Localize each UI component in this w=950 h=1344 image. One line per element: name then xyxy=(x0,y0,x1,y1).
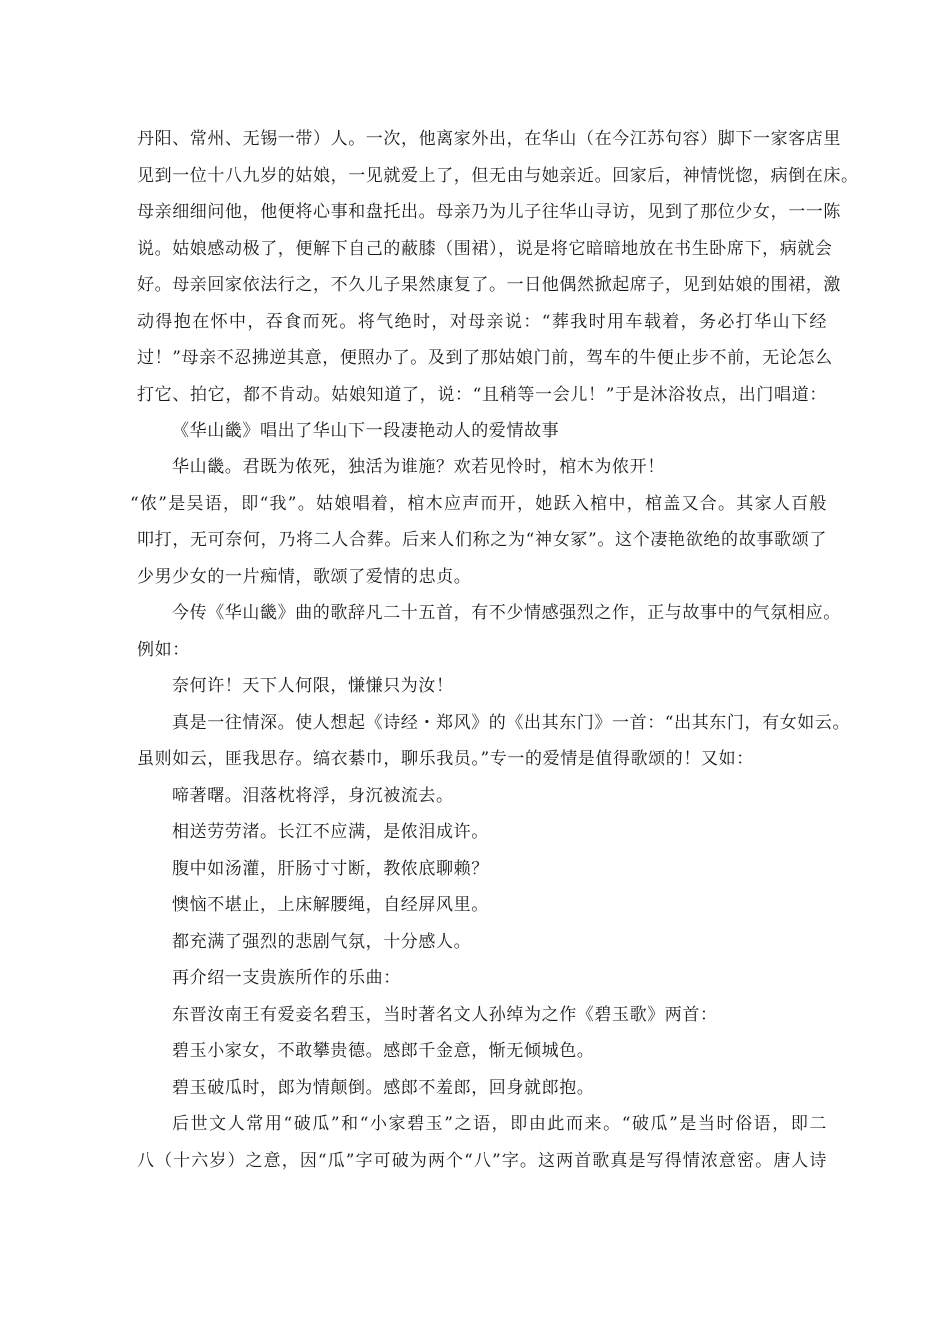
verse-line: 碧玉小家女，不敢攀贵德。感郎千金意，惭无倾城色。 xyxy=(172,1041,595,1061)
verse-line: 奈何许！天下人何限，慊慊只为汝！ xyxy=(172,676,454,696)
paragraph-line: 都充满了强烈的悲剧气氛，十分感人。 xyxy=(172,932,472,952)
paragraph-line: 八（十六岁）之意，因“瓜”字可破为两个“八”字。这两首歌真是写得情浓意密。唐人诗 xyxy=(137,1151,827,1171)
paragraph-line: 见到一位十八九岁的姑娘，一见就爱上了，但无由与她亲近。回家后，神情恍惚，病倒在床。 xyxy=(137,166,859,186)
verse-line: 啼著曙。泪落枕将浮，身沉被流去。 xyxy=(172,786,454,806)
paragraph-line: 说。姑娘感动极了，便解下自己的蔽膝（围裙），说是将它暗暗地放在书生卧席下，病就会 xyxy=(137,239,833,259)
paragraph-line: 动得抱在怀中，吞食而死。将气绝时，对母亲说：“葬我时用车载着，务必打华山下经 xyxy=(137,312,827,332)
verse-line: 相送劳劳渚。长江不应满，是侬泪成许。 xyxy=(172,822,489,842)
paragraph-line: 虽则如云，匪我思存。缟衣綦巾，聊乐我员。”专一的爱情是值得歌颂的！又如： xyxy=(137,749,754,769)
paragraph-line: 再介绍一支贵族所作的乐曲： xyxy=(172,968,401,988)
paragraph-line: 少男少女的一片痴情，歌颂了爱情的忠贞。 xyxy=(137,567,472,587)
paragraph-line: 过！”母亲不忍拂逆其意，便照办了。及到了那姑娘门前，驾车的牛便止步不前，无论怎么 xyxy=(137,348,833,368)
verse-line: 懊恼不堪止，上床解腰绳，自经屏风里。 xyxy=(172,895,489,915)
verse-line: 腹中如汤灌，肝肠寸寸断，教侬底聊赖？ xyxy=(172,859,489,879)
section-heading: 《华山畿》唱出了华山下一段凄艳动人的爱情故事 xyxy=(172,421,560,441)
paragraph-line: 真是一往情深。使人想起《诗经・郑风》的《出其东门》一首：“出其东门，有女如云。 xyxy=(172,713,851,733)
paragraph-line: 例如： xyxy=(137,640,190,660)
paragraph-line: 叩打，无可奈何，乃将二人合葬。后来人们称之为“神女冢”。这个凄艳欲绝的故事歌颂了 xyxy=(137,530,827,550)
verse-line: 华山畿。君既为侬死，独活为谁施？欢若见怜时，棺木为侬开！ xyxy=(172,457,665,477)
paragraph-line: 今传《华山畿》曲的歌辞凡二十五首，有不少情感强烈之作，正与故事中的气氛相应。 xyxy=(172,603,841,623)
verse-line: 碧玉破瓜时，郎为情颠倒。感郎不羞郎，回身就郎抱。 xyxy=(172,1078,595,1098)
paragraph-line: 东晋汝南王有爱妾名碧玉，当时著名文人孙绰为之作《碧玉歌》两首： xyxy=(172,1005,718,1025)
paragraph-line: 好。母亲回家依法行之，不久儿子果然康复了。一日他偶然掀起席子，见到姑娘的围裙，激 xyxy=(137,275,841,295)
paragraph-line: 打它、拍它，都不肯动。姑娘知道了，说：“且稍等一会儿！”于是沐浴妆点，出门唱道： xyxy=(137,385,827,405)
paragraph-line: 后世文人常用“破瓜”和“小家碧玉”之语，即由此而来。“破瓜”是当时俗语，即二 xyxy=(172,1114,827,1134)
paragraph-line: 丹阳、常州、无锡一带）人。一次，他离家外出，在华山（在今江苏句容）脚下一家客店里 xyxy=(137,129,841,149)
paragraph-line: “侬”是吴语，即“我”。姑娘唱着，棺木应声而开，她跃入棺中，棺盖又合。其家人百般 xyxy=(130,494,827,514)
paragraph-line: 母亲细细问他，他便将心事和盘托出。母亲乃为儿子往华山寻访，见到了那位少女，一一陈 xyxy=(137,202,841,222)
